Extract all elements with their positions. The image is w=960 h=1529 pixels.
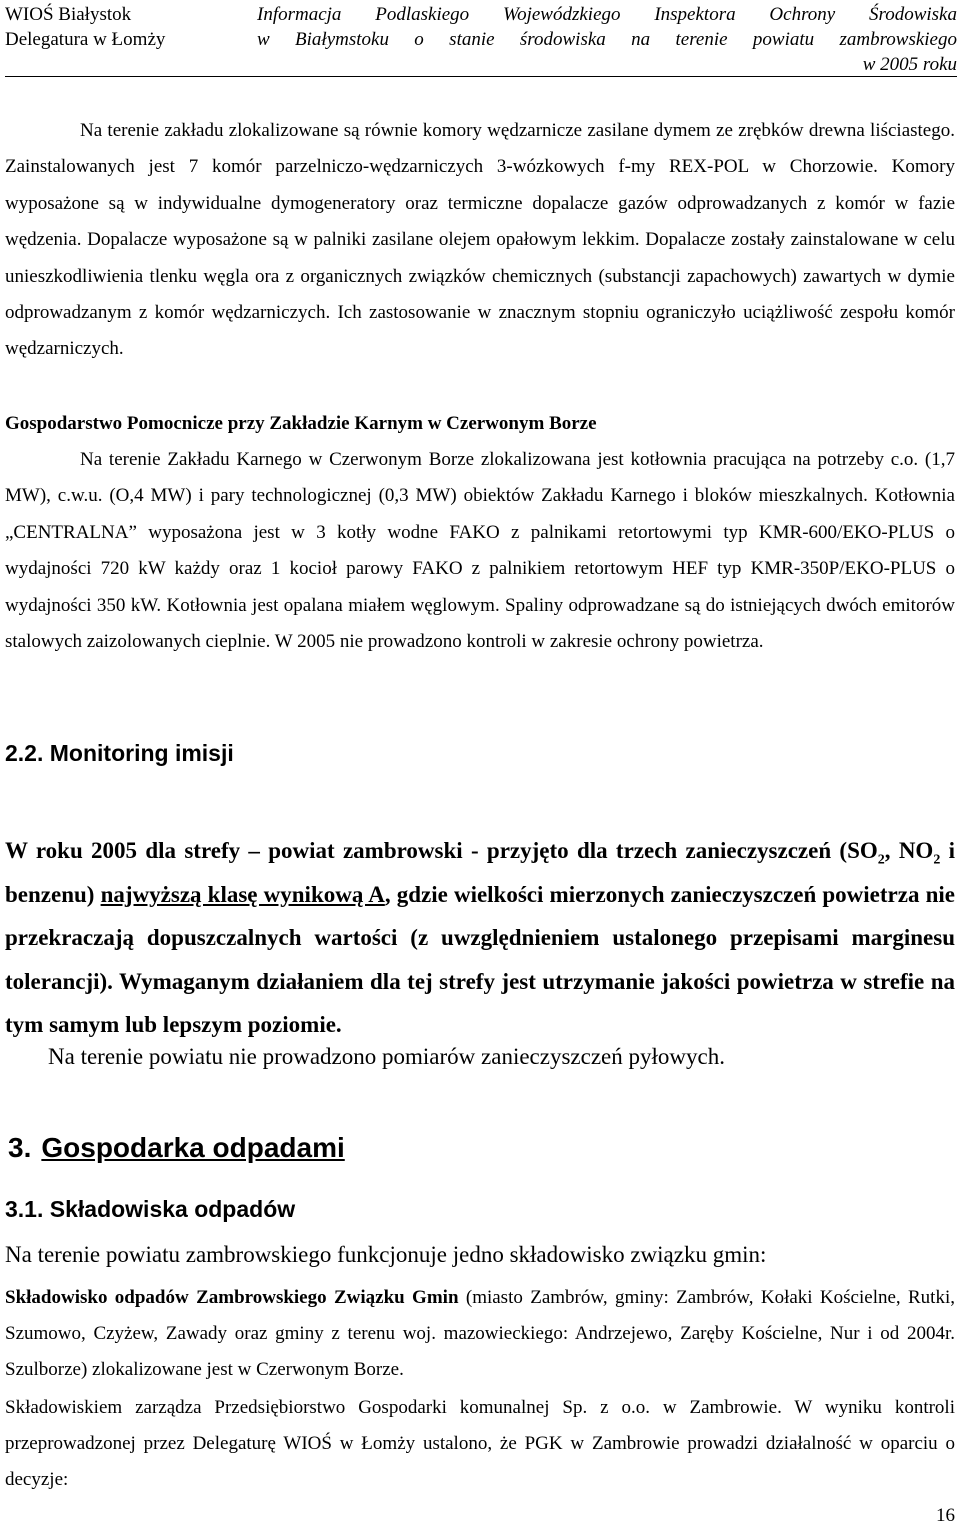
section-2-2-title: Monitoring imisji: [49, 740, 234, 766]
zarzadza-paragraph: Składowiskiem zarządza Przedsiębiorstwo Gospodarki komunalnej Sp. z o.o. w Zambrowie. W wyniku kontroli przeprowadzonej przez Delegaturę WIOŚ w Łomży ustalono, że PGK w Zambrowie prowadzi działalność w oparciu o decyzje:: [5, 1397, 955, 1490]
klasa-wynikowa: najwyższą klasę wynikową A: [100, 881, 385, 907]
no2-subscript: 2: [933, 852, 941, 868]
monitoring-text-2: , NO: [884, 838, 934, 863]
wedzarnie-paragraph: Na terenie zakładu zlokalizowane są równie komory wędzarnicze zasilane dymem ze zrębków drewna liściastego. Zainstalowanych jest 7 komór parzelniczo-wędzarniczych 3-wózkowych f-my REX-POL w Chorzowie. Komory wyposażone są w indywidualne dymogeneratory oraz termiczne dopalacze gazów odprowadzanych z komór w fazie wędzenia. Dopalacze wyposażone są w palniki zasilane olejem opałowym lekkim. Dopalacze zostały zainstalowane w celu unieszkodliwienia tlenku węgla ora z organicznych związków chemicznych (substancji zapachowych) zawartych w dymie odprowadzanym z komór wędzarniczych. Ich zastosowanie w znacznym stopniu ograniczyło uciążliwość zespołu komór wędzarniczych.: [5, 120, 955, 360]
section-2-2-heading: [5, 740, 234, 767]
gospodarstwo-section: [5, 406, 955, 660]
so2-subscript: 2: [877, 852, 885, 868]
pyl-paragraph: Na terenie powiatu nie prowadzono pomiarów zanieczyszczeń pyłowych.: [48, 1044, 725, 1069]
section-2-2-number: 2.2.: [5, 740, 44, 766]
header-title-line2: w Białymstoku o stanie środowiska na terenie powiatu zambrowskiego: [257, 29, 957, 50]
header-org: WIOŚ Białystok: [5, 4, 132, 25]
gospodarstwo-heading: Gospodarstwo Pomocnicze przy Zakładzie Karnym w Czerwonym Borze: [5, 413, 597, 434]
monitoring-text-3: i benzenu): [5, 838, 956, 907]
monitoring-text-4: , gdzie wielkości mierzonych zanieczyszczeń powietrza nie przekraczają dopuszczalnych wartości (z uwzględnieniem ustalonego przepisami marginesu tolerancji). Wymaganym działaniem dla tej strefy jest utrzymanie jakości powietrza w strefie na tym samym lub lepszym poziomie.: [5, 881, 955, 1037]
header-title-line1: Informacja Podlaskiego Wojewódzkiego Inspektora Ochrony Środowiska: [257, 4, 957, 25]
skladowisko-paragraph: [5, 1280, 955, 1388]
funkcjonuje-paragraph: Na terenie powiatu zambrowskiego funkcjonuje jedno składowisko związku gmin:: [5, 1242, 767, 1267]
monitoring-text-1: W roku 2005 dla strefy – powiat zambrowski - przyjęto dla trzech zanieczyszczeń (SO: [5, 838, 878, 863]
section-3-number: 3.: [8, 1132, 32, 1163]
section-3-1-heading: 3.1. Składowiska odpadów: [5, 1196, 296, 1222]
header-title: [257, 2, 957, 77]
header-title-line3: w 2005 roku: [862, 54, 957, 75]
zarzadza-section: [5, 1390, 955, 1498]
header-delegatura: Delegatura w Łomży: [5, 29, 166, 50]
page-header: [5, 0, 957, 77]
kotlownia-paragraph: Na terenie Zakładu Karnego w Czerwonym Borze zlokalizowana jest kotłownia pracująca na potrzeby c.o. (1,7 MW), c.w.u. (O,4 MW) i pary technologicznej (0,3 MW) obiektów Zakładu Karnego i bloków mieszkalnych. Kotłownia „CENTRALNA” wyposażona jest w 3 kotły wodne FAKO z palnikami retortowymi typ KMR-600/EKO-PLUS o wydajności 720 kW każdy oraz 1 kocioł parowy FAKO z palnikiem retortowym HEF typ KMR-350P/EKO-PLUS o wydajności 350 kW. Kotłownia jest opalana miałem węglowym. Spaliny odprowadzane są do istniejących dwóch emitorów stalowych zaizolowanych cieplnie. W 2005 nie prowadzono kontroli w zakresie ochrony powietrza.: [5, 449, 955, 653]
page-number: 16: [936, 1505, 955, 1526]
section-3-title: Gospodarka odpadami: [41, 1132, 345, 1163]
wedzarnie-section: [5, 113, 955, 368]
monitoring-paragraph: [5, 829, 955, 1047]
section-3-heading: [8, 1132, 345, 1164]
skladowisko-name: Składowisko odpadów Zambrowskiego Związku Gmin: [5, 1287, 459, 1308]
skladowisko-details: (miasto Zambrów, gminy: Zambrów, Kołaki Kościelne, Rutki, Szumowo, Czyżew, Zawady oraz gminy z terenu woj. mazowieckiego: Andrzejewo, Zaręby Kościelne, Nur i od 2004r. Szulborze) zlokalizowane jest w Czerwonym Borze.: [5, 1287, 955, 1380]
skladowisko-section: [5, 1280, 955, 1388]
header-left: [5, 2, 165, 52]
